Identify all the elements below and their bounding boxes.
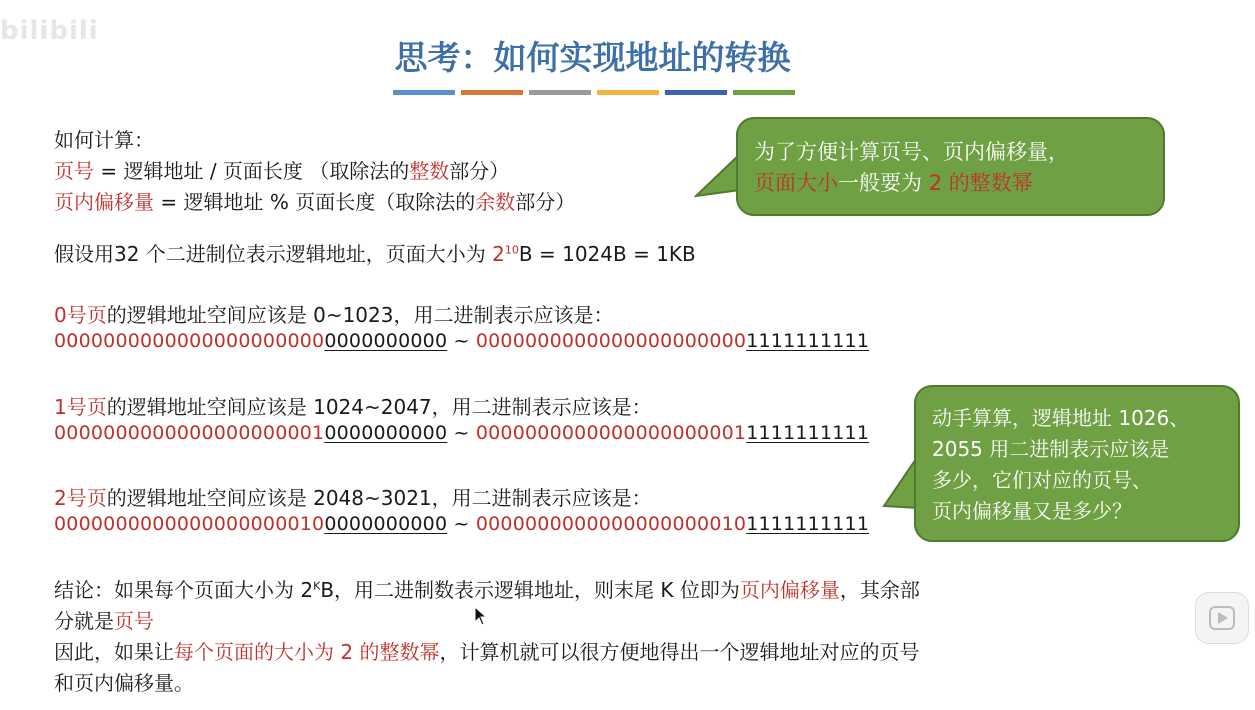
accent-bar [393, 90, 455, 95]
play-icon [1196, 593, 1248, 643]
conclusion-line-4: 和页内偏移量。 [54, 671, 194, 695]
slide-title: 思考：如何实现地址的转换 [394, 38, 791, 77]
page-number-formula: 页号 = 逻辑地址 / 页面长度 （取除法的整数部分） [54, 159, 510, 183]
accent-bar [733, 90, 795, 95]
page-1-binary-range: 00000000000000000000010000000000 ~ 00000000000000000000011111111111 [54, 422, 870, 444]
accent-bar [529, 90, 591, 95]
tip-bubble-top: 为了方便计算页号、页内偏移量， 页面大小一般要为 2 的整数幂 [736, 117, 1165, 216]
page-0-binary-range: 00000000000000000000000000000000 ~ 00000000000000000000001111111111 [54, 330, 870, 352]
calc-heading: 如何计算： [54, 128, 154, 152]
mouse-cursor-icon [474, 606, 488, 626]
page-number-label: 页号 [54, 159, 94, 183]
page-0-description: 0号页的逻辑地址空间应该是 0~1023，用二进制表示应该是： [54, 303, 614, 327]
conclusion-line-2: 分就是页号 [54, 609, 154, 633]
conclusion-line-3: 因此，如果让每个页面的大小为 2 的整数幂，计算机就可以很方便地得出一个逻辑地址对应的页号 [54, 640, 920, 664]
page-1-description: 1号页的逻辑地址空间应该是 1024~2047，用二进制表示应该是： [54, 395, 652, 419]
offset-label: 页内偏移量 [54, 190, 154, 214]
watermark: bilibili [0, 16, 99, 46]
page-2-binary-range: 00000000000000000000100000000000 ~ 00000000000000000000101111111111 [54, 513, 870, 535]
assumption-line: 假设用32 个二进制位表示逻辑地址，页面大小为 $2^{10}B = 1024B = 1KB$ [54, 242, 696, 266]
accent-bar [665, 90, 727, 95]
accent-bar [461, 90, 523, 95]
accent-bar [597, 90, 659, 95]
page-2-description: 2号页的逻辑地址空间应该是 2048~3021，用二进制表示应该是： [54, 486, 652, 510]
offset-formula: 页内偏移量 = 逻辑地址 % 页面长度（取除法的余数部分） [54, 190, 576, 214]
conclusion-line-1: 结论：如果每个页面大小为 $2^KB$，用二进制数表示逻辑地址，则末尾 K 位即为页内偏移量，其余部 [54, 578, 920, 602]
play-button[interactable] [1195, 592, 1249, 644]
tip-bubble-right: 动手算算，逻辑地址 1026、 2055 用二进制表示应该是 多少，它们对应的页号、 页内偏移量又是多少？ [914, 385, 1240, 542]
